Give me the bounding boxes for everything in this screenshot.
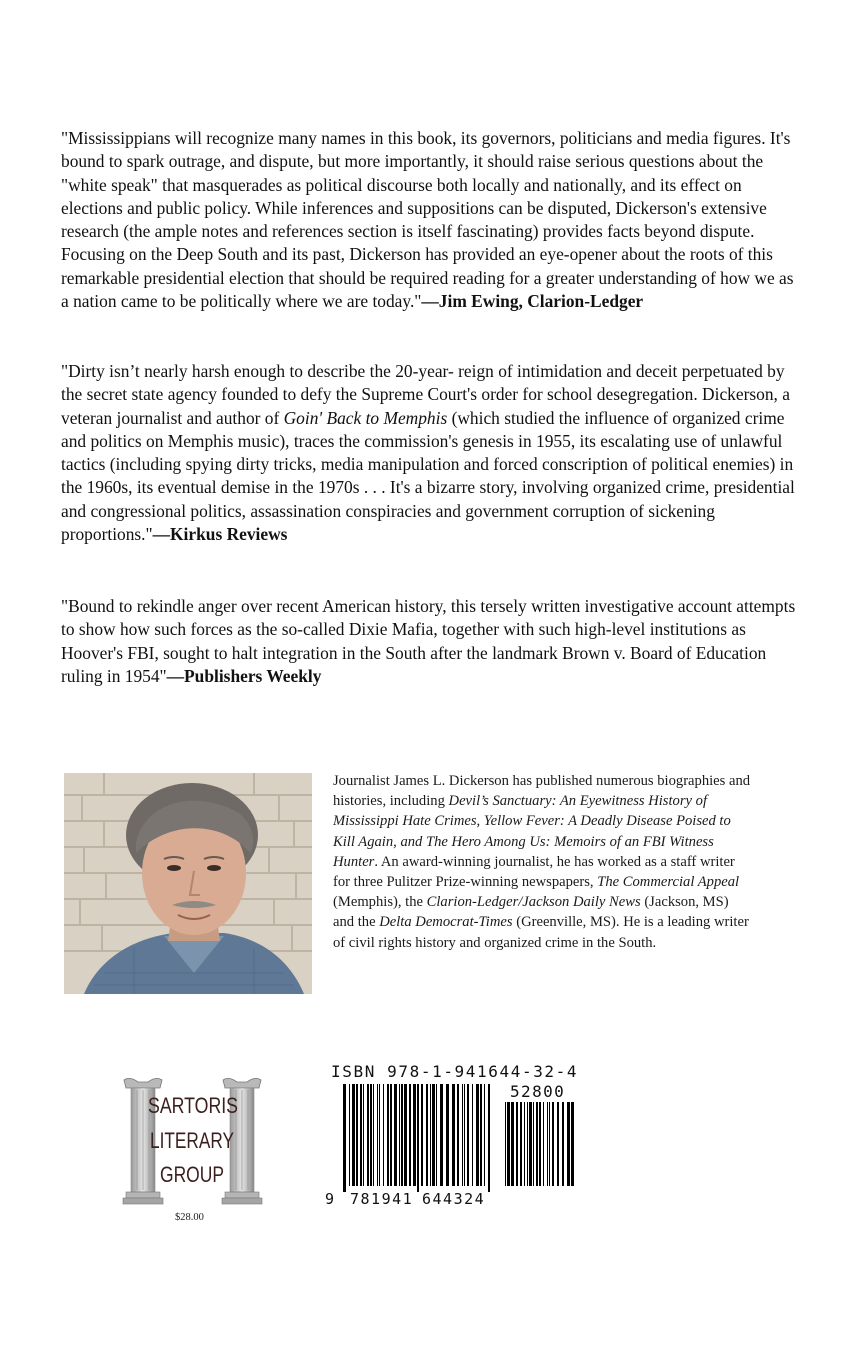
barcode-bar (527, 1102, 528, 1186)
barcode-bar (488, 1084, 490, 1192)
barcode-bar (552, 1102, 554, 1186)
bio-text: (Jackson, MS) and the (333, 894, 729, 931)
barcode-bars (343, 1084, 490, 1192)
bio-book-titles: Devil’s Sanctuary: An Eyewitness History of Mississippi Hate Crimes, Yellow Fever: A Deadly Disease Poised to Kill Again, and The Hero Among Us: Memoirs of an FBI Witness Hunter (333, 793, 731, 870)
barcode-bar (349, 1084, 350, 1186)
review-quote-clarion-ledger (61, 127, 796, 313)
barcode-bar (457, 1084, 459, 1186)
barcode-bar (436, 1084, 437, 1186)
author-photo (64, 773, 312, 994)
barcode-bar (383, 1084, 384, 1186)
barcode-bar (472, 1084, 473, 1186)
bio-text: (Greenville, MS). He is a leading writer of civil rights history and organized crime in the South. (333, 914, 749, 951)
review-quote-publishers-weekly (61, 595, 796, 688)
barcode-bar (476, 1084, 479, 1186)
barcode-digits-right: 644324 (422, 1190, 486, 1208)
barcode-bar (409, 1084, 411, 1186)
quote-text: "Mississippians will recognize many names in this book, its governors, politicians and media figures. It's bound to spark outrage, and dispute, but more importantly, it should raise serious questions about the "white speak" that masquerades as political discourse both locally and nationally, and its effect on elections and public policy. While inferences and suppositions can be disputed, Dickerson's extensive research (the ample notes and references section is itself fascinating) provides facts beyond dispute. Focusing on the Deep South and its past, Dickerson has provided an eye-opener about the roots of this remarkable presidential election that should be required reading for a greater understanding of how we as a nation came to be politically where we are today." (61, 128, 794, 312)
quote-text-continued: (which studied the influence of organized crime and politics on Memphis music), traces the commission's genesis in 1955, its escalating use of unlawful tactics (including spying dirty tricks, media manipulation and forced conscription of political enemies) in the 1960s, its eventual demise in the 1970s . . . It's a bizarre story, involving organized crime, presidential and congressional politics, assassination conspiracies and government corruption of sickening proportions." (61, 407, 795, 545)
barcode-bar (390, 1084, 392, 1186)
barcode-bar (467, 1084, 469, 1186)
barcode-bar (480, 1084, 482, 1186)
barcode-digits-left: 781941 (350, 1190, 414, 1208)
barcode-bar (387, 1084, 389, 1186)
isbn-barcode (325, 1060, 585, 1210)
barcode-bar (516, 1102, 518, 1186)
bio-newspaper-title: The Commercial Appeal (597, 874, 740, 891)
bio-text: Journalist James L. Dickerson has published numerous biographies and histories, including (333, 773, 751, 810)
barcode-bar (343, 1084, 346, 1192)
barcode-bar (367, 1084, 369, 1186)
quote-attribution: —Publishers Weekly (166, 665, 322, 686)
isbn-price-code: 52800 (510, 1082, 566, 1101)
barcode-bar (363, 1084, 364, 1186)
bio-text: (Memphis), the (333, 894, 427, 911)
quote-text: "Bound to rekindle anger over recent American history, this tersely written investigative account attempts to show how such forces as the so-called Dixie Mafia, together with such high-level institutions as Hoover's FBI, sought to halt integration in the South after the landmark Brown v. Board of Education ruling in 1954" (61, 596, 796, 686)
barcode-bar (571, 1102, 574, 1186)
barcode-bar (464, 1084, 465, 1186)
barcode-bar (360, 1084, 362, 1186)
barcode-bar (377, 1084, 378, 1186)
barcode-bar (520, 1102, 522, 1186)
barcode-bar (543, 1102, 544, 1186)
barcode-bar (417, 1084, 419, 1192)
barcode-digit-first: 9 (325, 1190, 335, 1208)
barcode-bar (440, 1084, 443, 1186)
barcode-bar (430, 1084, 431, 1186)
barcode-bar (549, 1102, 550, 1186)
barcode-bar (356, 1084, 358, 1186)
barcode-bar (539, 1102, 541, 1186)
quote-attribution: —Kirkus Reviews (152, 524, 288, 545)
barcode-bar (452, 1084, 455, 1186)
barcode-bar (379, 1084, 380, 1186)
barcode-bar (484, 1084, 485, 1186)
review-quote-kirkus (61, 360, 796, 546)
barcode-bar (404, 1084, 407, 1186)
publisher-name-line1: SARTORIS (148, 1093, 238, 1118)
barcode-bar (421, 1084, 423, 1186)
barcode-bar (567, 1102, 570, 1186)
barcode-bar (432, 1084, 435, 1186)
barcode-bar (352, 1084, 355, 1186)
barcode-bar (533, 1102, 534, 1186)
barcode-bar (370, 1084, 372, 1186)
barcode-bar (557, 1102, 559, 1186)
quote-attribution: —Jim Ewing, Clarion-Ledger (421, 291, 644, 312)
barcode-bar (399, 1084, 400, 1186)
publisher-name-line3: GROUP (160, 1162, 224, 1187)
barcode-bar (511, 1102, 514, 1186)
bio-newspaper-title: Clarion-Ledger/Jackson Daily News (426, 894, 641, 911)
barcode-bar (562, 1102, 564, 1186)
barcode-bar (529, 1102, 532, 1186)
barcode-bar (507, 1102, 510, 1186)
price-label: $28.00 (175, 1212, 204, 1223)
author-bio (333, 771, 753, 953)
barcode-addon-bars (505, 1102, 574, 1186)
quote-text: "Dirty isn’t nearly harsh enough to describe the 20-year- reign of intimidation and deceit perpetuated by the secret state agency founded to defy the Supreme Court's order for school desegregation. Dickerson, a veteran journalist and author of (61, 361, 790, 428)
isbn-label: ISBN 978-1-941644-32-4 (331, 1062, 579, 1081)
barcode-bar (536, 1102, 538, 1186)
book-title: Goin' Back to Memphis (283, 407, 448, 428)
bio-text: . An award-winning journalist, he has worked as a staff writer for three Pulitzer Prize-winning newspapers, (333, 853, 735, 891)
barcode-bar (394, 1084, 397, 1186)
barcode-bar (462, 1084, 463, 1186)
barcode-bar (446, 1084, 449, 1186)
barcode-bar (373, 1084, 374, 1186)
barcode-bar (413, 1084, 416, 1186)
barcode-bar (547, 1102, 548, 1186)
barcode-bar (524, 1102, 525, 1186)
barcode-bar (401, 1084, 403, 1186)
bio-newspaper-title: Delta Democrat-Times (379, 914, 513, 931)
barcode-bar (505, 1102, 506, 1186)
publisher-logo (120, 1076, 265, 1206)
barcode-bar (426, 1084, 428, 1186)
publisher-name-line2: LITERARY (150, 1128, 235, 1153)
